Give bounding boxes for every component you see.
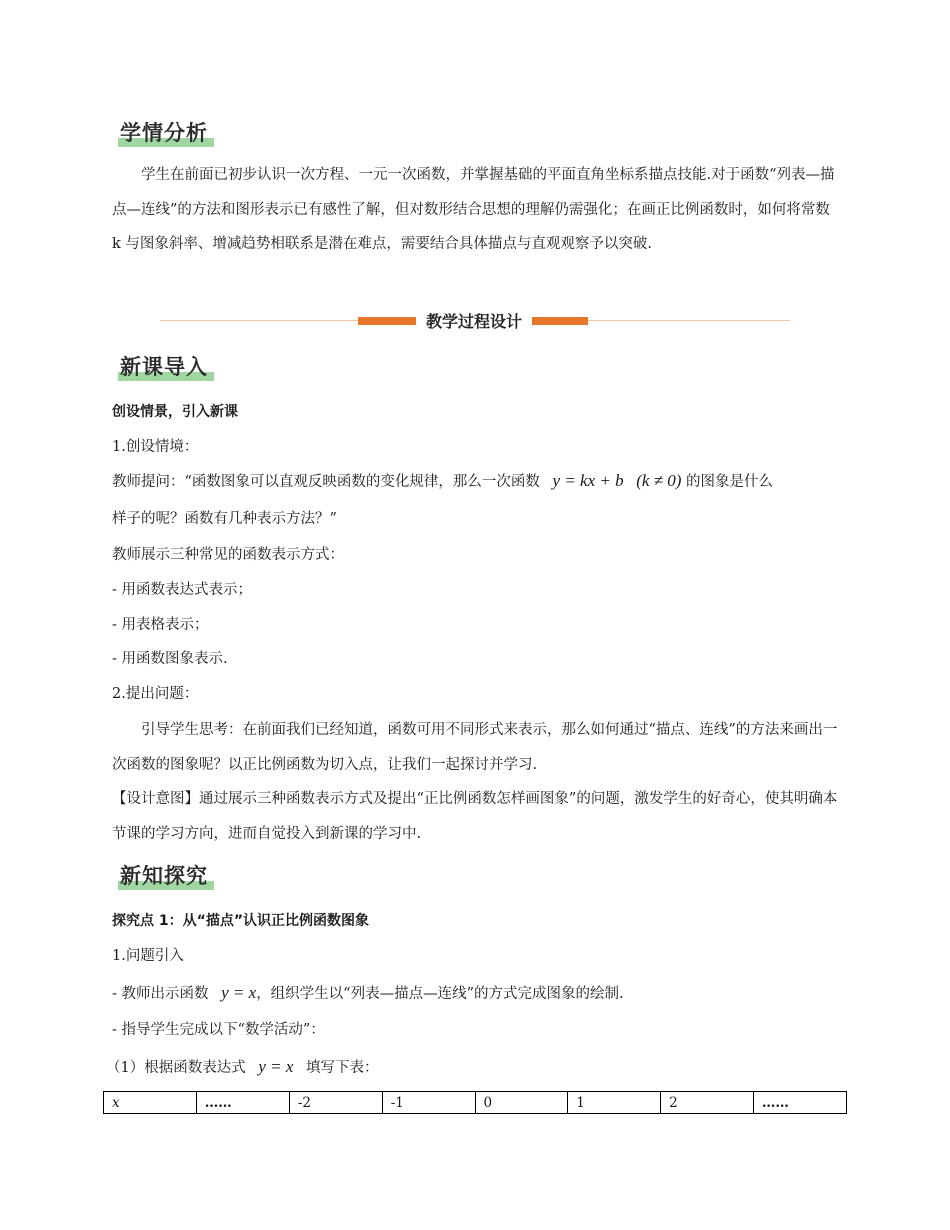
tanjiu-guide: - 指导学生完成以下“数学活动”： — [112, 1022, 325, 1038]
section-title-xinzhi: 新知探究 — [118, 860, 214, 890]
tanjiu-heading: 探究点 1：从“描点”认识正比例函数图象 — [112, 913, 370, 929]
formula-linear: y = kx + b — [552, 471, 624, 490]
xinke-question-line2: 样子的呢？函数有几种表示方法？” — [112, 511, 337, 527]
divider-title: 教学过程设计 — [416, 309, 532, 332]
xinke-way1: - 用函数表达式表示； — [112, 582, 253, 598]
formula-yx-task: y = x — [258, 1057, 294, 1076]
xinke-guide: 引导学生思考：在前面我们已经知道，函数可用不同形式来表示，那么如何通过“描点、连线”的方法来画出一次函数的图象呢？以正比例函数为切入点，让我们一起探讨并学习. — [112, 722, 838, 773]
xinke-show: 教师展示三种常见的函数表示方式： — [112, 547, 344, 563]
table-cell: 0 — [475, 1092, 568, 1114]
table-cell: …… — [753, 1092, 846, 1114]
xinke-way2: - 用表格表示； — [112, 617, 209, 633]
tanjiu-task: （1）根据函数表达式 y = x 填写下表： — [106, 1057, 379, 1076]
table-cell: …… — [196, 1092, 289, 1114]
table-cell: -1 — [382, 1092, 475, 1114]
table-cell: 1 — [568, 1092, 661, 1114]
formula-condition: (k ≠ 0) — [636, 471, 682, 490]
xueqing-paragraph: 学生在前面已初步认识一次方程、一元一次函数，并掌握基础的平面直角坐标系描点技能.对于函数“列表—描点—连线”的方法和图形表示已有感性了解，但对数形结合思想的理解仍需强化；在画正比例函数时，如何将常数 k 与图象斜率、增减趋势相联系是潜在难点，需要结合具体描点与直观观察予以突破. — [112, 167, 835, 252]
section-title-xinke: 新课导入 — [118, 351, 214, 381]
section-title-xueqing: 学情分析 — [118, 117, 214, 147]
xinke-item1: 1.创设情境： — [112, 439, 199, 455]
xinke-way3: - 用函数图象表示. — [112, 651, 228, 667]
section-divider — [160, 312, 790, 331]
xinke-question: 教师提问：“函数图象可以直观反映函数的变化规律，那么一次函数 y = kx + b (k ≠ 0) 的图象是什么 — [112, 471, 774, 490]
table-cell: -2 — [289, 1092, 382, 1114]
table-cell: x — [104, 1092, 197, 1114]
xinke-item2: 2.提出问题： — [112, 686, 199, 702]
xinke-heading: 创设情景，引入新课 — [112, 404, 238, 420]
tanjiu-show: - 教师出示函数 y = x，组织学生以“列表—描点—连线”的方式完成图象的绘制. — [112, 983, 624, 1002]
tanjiu-item1: 1.问题引入 — [112, 948, 184, 964]
table-row — [104, 1092, 847, 1114]
xinke-intent: 【设计意图】通过展示三种函数表示方式及提出“正比例函数怎样画图象”的问题，激发学生的好奇心，使其明确本节课的学习方向，进而自觉投入到新课的学习中. — [112, 791, 838, 842]
formula-yx: y = x — [221, 983, 257, 1002]
table-cell: 2 — [661, 1092, 754, 1114]
value-table — [103, 1091, 847, 1114]
